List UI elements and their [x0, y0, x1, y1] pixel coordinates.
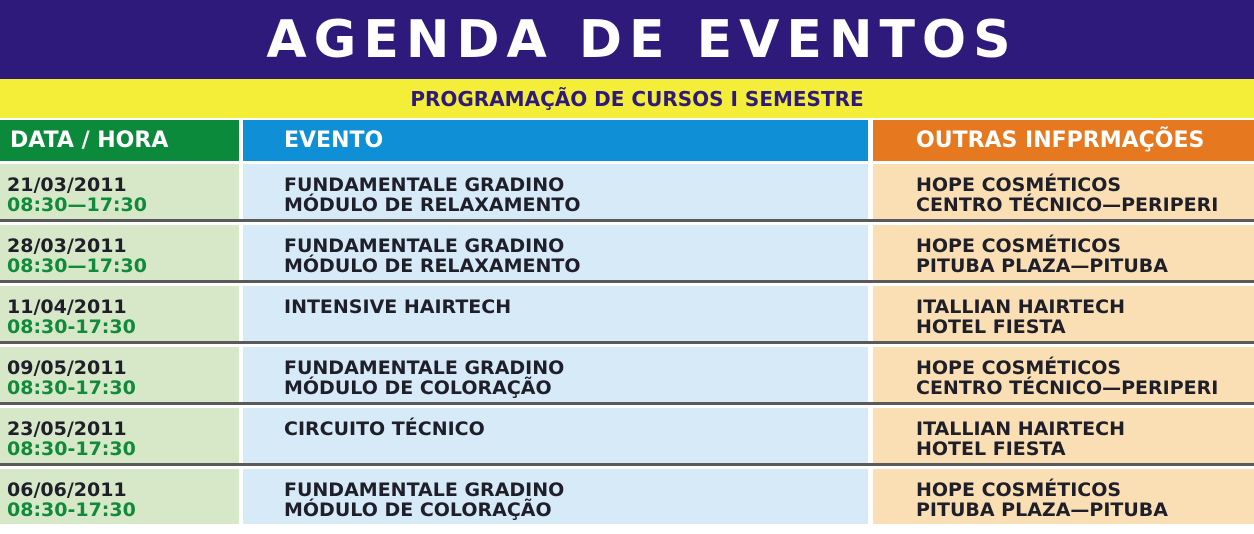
date-cell: [0, 164, 239, 219]
venue: HOTEL FIESTA: [916, 438, 1066, 460]
info-cell: [873, 408, 1254, 463]
event-time: 08:30-17:30: [7, 377, 136, 399]
page-title: AGENDA DE EVENTOS: [266, 9, 1018, 70]
event-cell: [243, 225, 868, 280]
organizer: HOPE COSMÉTICOS: [916, 357, 1122, 379]
page-subtitle: PROGRAMAÇÃO DE CURSOS I SEMESTRE: [410, 86, 864, 111]
event-cell: [243, 469, 868, 524]
event-date: 09/05/2011: [7, 357, 127, 379]
event-module: MÓDULO DE COLORAÇÃO: [284, 499, 552, 521]
event-cell: [243, 408, 868, 463]
venue: PITUBA PLAZA—PITUBA: [916, 499, 1168, 521]
column-header-date: DATA / HORA: [0, 120, 239, 161]
event-table: [0, 161, 1254, 527]
organizer: HOPE COSMÉTICOS: [916, 235, 1122, 257]
table-row: [0, 344, 1254, 405]
venue: CENTRO TÉCNICO—PERIPERI: [916, 194, 1219, 216]
event-module: MÓDULO DE COLORAÇÃO: [284, 377, 552, 399]
info-cell: [873, 469, 1254, 524]
organizer: ITALLIAN HAIRTECH: [916, 418, 1125, 440]
venue: PITUBA PLAZA—PITUBA: [916, 255, 1168, 277]
organizer: HOPE COSMÉTICOS: [916, 174, 1122, 196]
event-time: 08:30-17:30: [7, 438, 136, 460]
date-cell: [0, 347, 239, 402]
event-time: 08:30-17:30: [7, 499, 136, 521]
date-cell: [0, 286, 239, 341]
organizer: ITALLIAN HAIRTECH: [916, 296, 1125, 318]
event-date: 23/05/2011: [7, 418, 127, 440]
date-cell: [0, 469, 239, 524]
date-cell: [0, 408, 239, 463]
event-module: MÓDULO DE RELAXAMENTO: [284, 194, 581, 216]
info-cell: [873, 225, 1254, 280]
event-module: MÓDULO DE RELAXAMENTO: [284, 255, 581, 277]
event-name: FUNDAMENTALE GRADINO: [284, 357, 565, 379]
title-banner: [0, 0, 1254, 79]
subtitle-bar: [0, 79, 1254, 118]
info-cell: [873, 164, 1254, 219]
column-header-event: EVENTO: [243, 120, 868, 161]
event-cell: [243, 286, 868, 341]
event-time: 08:30—17:30: [7, 255, 147, 277]
event-cell: [243, 347, 868, 402]
column-header-info: OUTRAS INFPRMAÇÕES: [873, 120, 1254, 161]
info-cell: [873, 286, 1254, 341]
table-row: [0, 466, 1254, 527]
venue: HOTEL FIESTA: [916, 316, 1066, 338]
event-cell: [243, 164, 868, 219]
event-name: FUNDAMENTALE GRADINO: [284, 235, 565, 257]
venue: CENTRO TÉCNICO—PERIPERI: [916, 377, 1219, 399]
date-cell: [0, 225, 239, 280]
info-cell: [873, 347, 1254, 402]
event-date: 11/04/2011: [7, 296, 127, 318]
event-name: CIRCUITO TÉCNICO: [284, 418, 485, 440]
table-row: [0, 283, 1254, 344]
table-row: [0, 222, 1254, 283]
table-row: [0, 161, 1254, 222]
event-name: FUNDAMENTALE GRADINO: [284, 174, 565, 196]
event-time: 08:30—17:30: [7, 194, 147, 216]
table-row: [0, 405, 1254, 466]
event-date: 06/06/2011: [7, 479, 127, 501]
event-name: INTENSIVE HAIRTECH: [284, 296, 512, 318]
organizer: HOPE COSMÉTICOS: [916, 479, 1122, 501]
event-date: 28/03/2011: [7, 235, 127, 257]
event-date: 21/03/2011: [7, 174, 127, 196]
event-time: 08:30-17:30: [7, 316, 136, 338]
event-name: FUNDAMENTALE GRADINO: [284, 479, 565, 501]
